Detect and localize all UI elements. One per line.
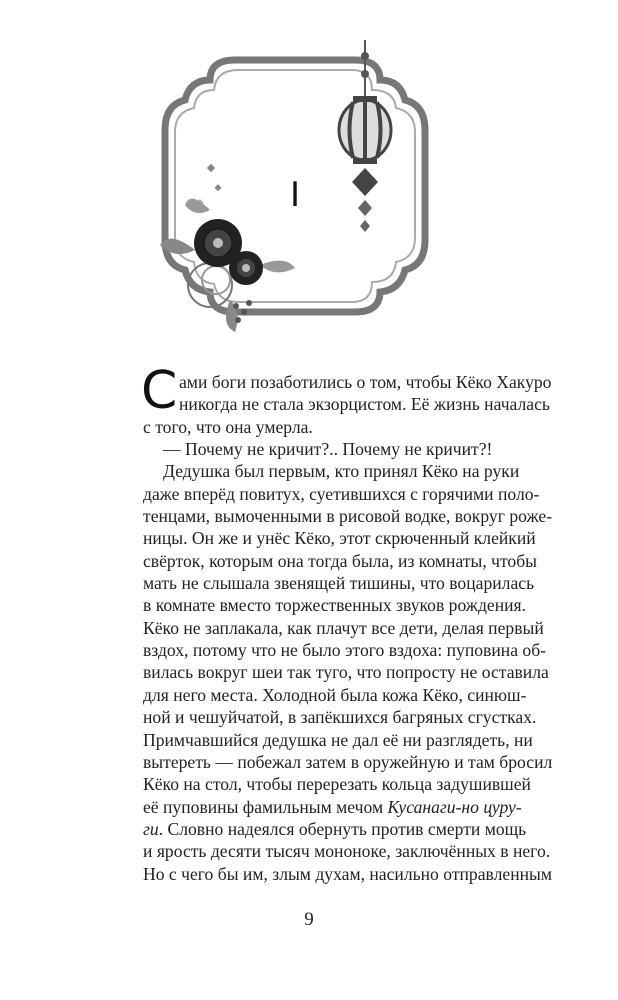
line-text: — Почему не кричит?.. Почему не кричит?!: [163, 439, 493, 460]
page-number: 9: [304, 909, 314, 930]
line-text: тенцами, вымоченными в рисовой водке, вокруг роже-: [143, 506, 553, 527]
text-line: [143, 661, 549, 683]
text-line: [143, 416, 484, 438]
line-text: Дедушка был первым, кто принял Кёко на руки: [163, 461, 520, 482]
line-text: Кёко на стол, чтобы перерезать кольца задушившей: [143, 774, 531, 795]
text-line: [143, 505, 553, 527]
line-text: ной и чешуйчатой, в запёкшихся багряных сгустках.: [143, 707, 537, 728]
line-text: вилась вокруг шеи так туго, что попросту не оставила: [143, 662, 549, 683]
line-text: с того, что она умерла.: [143, 416, 313, 437]
line-text: Кёко не заплакала, как плачут все дети, делая первый: [143, 617, 544, 638]
text-line: [143, 371, 552, 393]
line-text: ницы. Он же и унёс Кёко, этот скрюченный клейкий: [143, 528, 536, 549]
line-text: вздох, потому что не было этого вздоха: пуповина об-: [143, 640, 547, 661]
text-line: [143, 460, 520, 482]
line-text: . Словно надеялся обернуть против смерти мощь: [158, 818, 527, 839]
text-line: [143, 684, 527, 706]
line-text: в комнате вместо торжественных звуков рождения.: [143, 595, 527, 616]
text-line: [143, 706, 537, 728]
text-line: [143, 729, 533, 751]
line-text: даже вперёд повитух, суетившихся с горячими поло-: [143, 483, 540, 504]
text-line: [143, 796, 522, 818]
line-text: её пуповины фамильным мечом: [143, 796, 388, 817]
text-line: [143, 840, 551, 862]
text-line: [143, 527, 536, 549]
text-line: [143, 572, 535, 594]
text-line: [143, 594, 527, 616]
line-text: для него места. Холодной была кожа Кёко, синюш-: [143, 684, 527, 705]
text-line: [143, 639, 547, 661]
body-text: [141, 361, 553, 885]
italic-text: Кусанаги-но цуру-: [387, 796, 522, 817]
line-text: Примчавшийся дедушка не дал её ни разглядеть, ни: [143, 729, 533, 750]
text-line: [143, 617, 544, 639]
line-text: свёрток, которым она тогда была, из комнаты, чтобы: [143, 550, 538, 571]
text-line: [143, 863, 552, 885]
text-line: [143, 438, 493, 460]
text-line: [143, 773, 531, 795]
text-line: [143, 550, 538, 572]
line-text: никогда не стала экзорцистом. Её жизнь началась: [179, 394, 550, 415]
text-line: [143, 483, 540, 505]
line-text: ами боги позаботились о том, чтобы Кёко Хакуро: [179, 372, 552, 392]
text-line: [143, 393, 550, 415]
line-text: мать не слышала звенящей тишины, что воцарилась: [143, 573, 535, 594]
line-text: и ярость десяти тысяч мононоке, заключённых в него.: [143, 841, 551, 862]
chapter-number: I: [289, 175, 301, 215]
line-text: вытереть — побежал затем в оружейную и там бросил: [143, 751, 553, 772]
italic-text: ги: [143, 818, 159, 839]
text-line: [143, 818, 527, 840]
chapter-emblem: [150, 40, 440, 340]
line-text: Но с чего бы им, злым духам, насильно отправленным: [143, 863, 552, 884]
drop-cap: С: [141, 361, 178, 421]
text-line: [143, 751, 553, 773]
